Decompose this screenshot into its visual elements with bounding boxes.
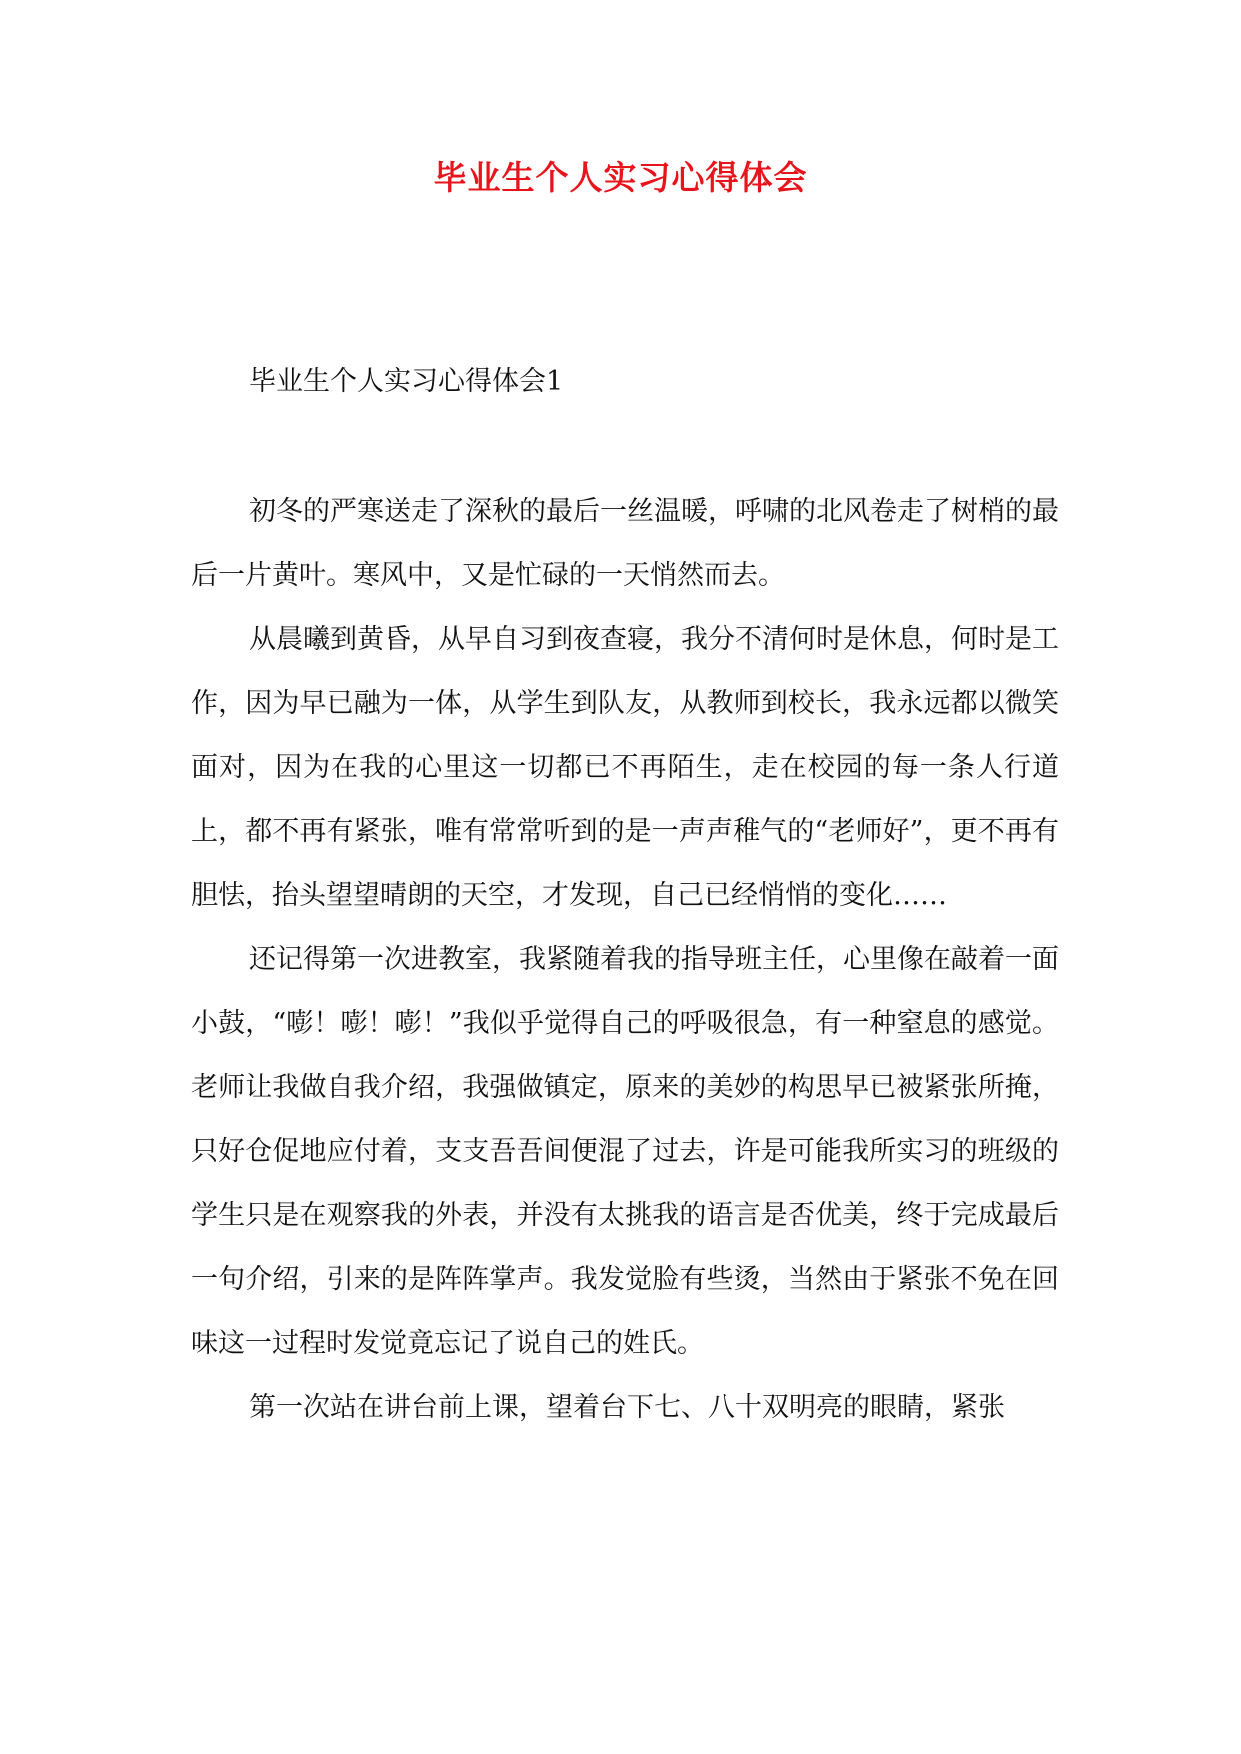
document-title: 毕业生个人实习心得体会	[433, 158, 808, 197]
paragraph: 初冬的严寒送走了深秋的最后一丝温暖，呼啸的北风卷走了树梢的最后一片黄叶。寒风中，又是忙碌的一天悄然而去。	[191, 496, 1059, 591]
document-body	[191, 480, 1059, 1440]
paragraph: 还记得第一次进教室，我紧随着我的指导班主任，心里像在敲着一面小鼓，“嘭！嘭！嘭！”我似乎觉得自己的呼吸很急，有一种窒息的感觉。老师让我做自我介绍，我强做镇定，原来的美妙的构思早已被紧张所掩，只好仓促地应付着，支支吾吾间便混了过去，许是可能我所实习的班级的学生只是在观察我的外表，并没有太挑我的语言是否优美，终于完成最后一句介绍，引来的是阵阵掌声。我发觉脸有些烫，当然由于紧张不免在回味这一过程时发觉竟忘记了说自己的姓氏。	[191, 944, 1059, 1359]
paragraph: 第一次站在讲台前上课，望着台下七、八十双明亮的眼睛，紧张	[249, 1392, 1005, 1423]
section-heading: 毕业生个人实习心得体会1	[249, 366, 564, 397]
paragraph: 从晨曦到黄昏，从早自习到夜查寝，我分不清何时是休息，何时是工作，因为早已融为一体，从学生到队友，从教师到校长，我永远都以微笑面对，因为在我的心里这一切都已不再陌生，走在校园的每一条人行道上，都不再有紧张，唯有常常听到的是一声声稚气的“老师好”，更不再有胆怯，抬头望望晴朗的天空，才发现，自己已经悄悄的变化……	[191, 624, 1059, 911]
